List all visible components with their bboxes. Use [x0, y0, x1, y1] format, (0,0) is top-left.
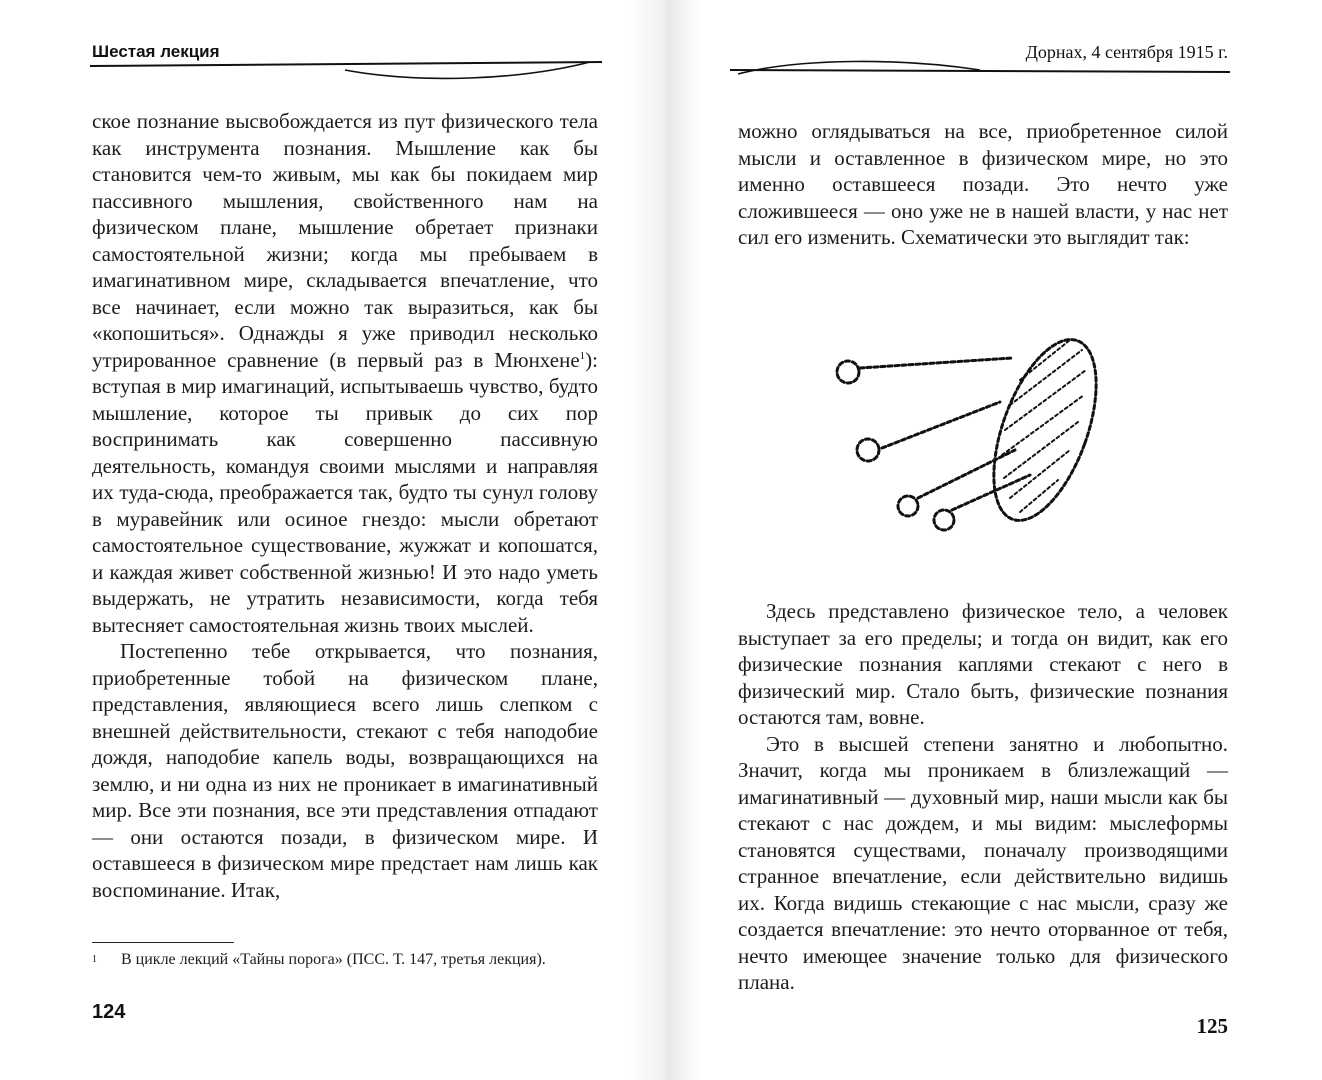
right-running-head: Дорнах, 4 сентября 1915 г.: [1025, 42, 1228, 62]
diagram-body-oval: [973, 326, 1117, 533]
diagram-thread-2: [882, 402, 1000, 448]
footnote: [92, 950, 602, 970]
left-paragraph-2: Постепенно тебе открывается, что познания, приобретенные тобой на физическом плане, представления, являющиеся всего лишь слепком с внешней действительности, стекают с тебя наподобие дождя, наподобие капель воды, возвращающихся на землю, и ни одна из них не проникает в имагинативный мир. Все эти познания, все эти представления отпадают — они остаются позади, в физическом мире. И оставшееся в физическом мире предстает нам лишь как воспоминание. Итак,: [92, 639, 598, 902]
left-body-text: [92, 108, 598, 903]
right-paragraph-2: Здесь представлено физическое тело, а человек выступает за его пределы; и тогда он видит, как его физические познания каплями стекают с него в физический мир. Стало быть, физические познания остаются там, вовне.: [738, 599, 1228, 729]
right-top-text: [738, 118, 1228, 251]
left-running-head: Шестая лекция: [92, 42, 220, 61]
left-page: [0, 0, 640, 1080]
right-bottom-text: [738, 598, 1228, 996]
diagram-hatching: [1002, 340, 1086, 512]
diagram-thread-4: [952, 475, 1030, 510]
right-page: [690, 0, 1322, 1080]
footnote-text: В цикле лекций «Тайны порога» (ПСС. Т. 147, третья лекция).: [121, 951, 546, 968]
diagram-drop-1: [837, 361, 859, 383]
diagram-thread-1: [860, 358, 1012, 368]
right-paragraph-1: можно оглядываться на все, приобретенное силой мысли и оставленное в физическом мире, но это именно оставшееся позади. Это нечто уже сложившееся — оно уже не в нашей власти, у нас нет сил его изменить. Схематически это выглядит так:: [738, 119, 1228, 249]
footnote-marker: 1: [579, 349, 586, 362]
diagram-thread-3: [918, 450, 1015, 498]
schematic-diagram: [820, 320, 1120, 540]
left-page-number: 124: [92, 1001, 126, 1023]
right-page-number: 125: [1196, 1014, 1228, 1038]
right-paragraph-3: Это в высшей степени занятно и любопытно. Значит, когда мы проникаем в близлежащий — имагинативный — духовный мир, наши мысли как бы стекают с нас дождем, и мы видим: мыслеформы становятся существами, поначалу производящими странное впечатление, если действительно видишь их. Когда видишь стекающие с нас мысли, сразу же создается впечатление: это нечто оторванное от тебя, нечто имеющее значение только для физического плана.: [738, 731, 1228, 994]
footnote-rule: [92, 942, 234, 943]
footnote-number: 1: [92, 954, 97, 965]
left-head-ornament-rule: [90, 50, 602, 80]
right-head-ornament-rule: [730, 52, 1230, 82]
diagram-drop-3: [898, 496, 918, 516]
diagram-drop-2: [857, 439, 879, 461]
diagram-drop-4: [934, 510, 954, 530]
left-paragraph-1: ское познание высвобождается из пут физического тела как инструмента познания. Мышление как бы становится чем-то живым, мы как бы покидаем мир пассивного мышления, свойственного нам на физическом плане, мышление обретает признаки самостоятельной жизни; когда мы пребываем в имагинативном мире, складывается впечатление, что все начинает, если можно так выразиться, как бы «копошиться». Однажды я уже приводил несколько утрированное сравнение (в первый раз в Мюнхене$^1$): вступая в мир имагинаций, испытываешь чувство, будто мышление, которое ты привык до сих пор воспринимать как совершенно пассивную деятельность, командуя своими мыслями и направляя их туда-сюда, преображается так, будто ты сунул голову в муравейник или осиное гнездо: мысли обретают самостоятельное существование, жужжат и копошатся, и каждая живет собственной жизнью! И это надо уметь выдержать, не утратить независимости, когда тебя вытесняет самостоятельная жизнь твоих мыслей.: [92, 109, 598, 637]
